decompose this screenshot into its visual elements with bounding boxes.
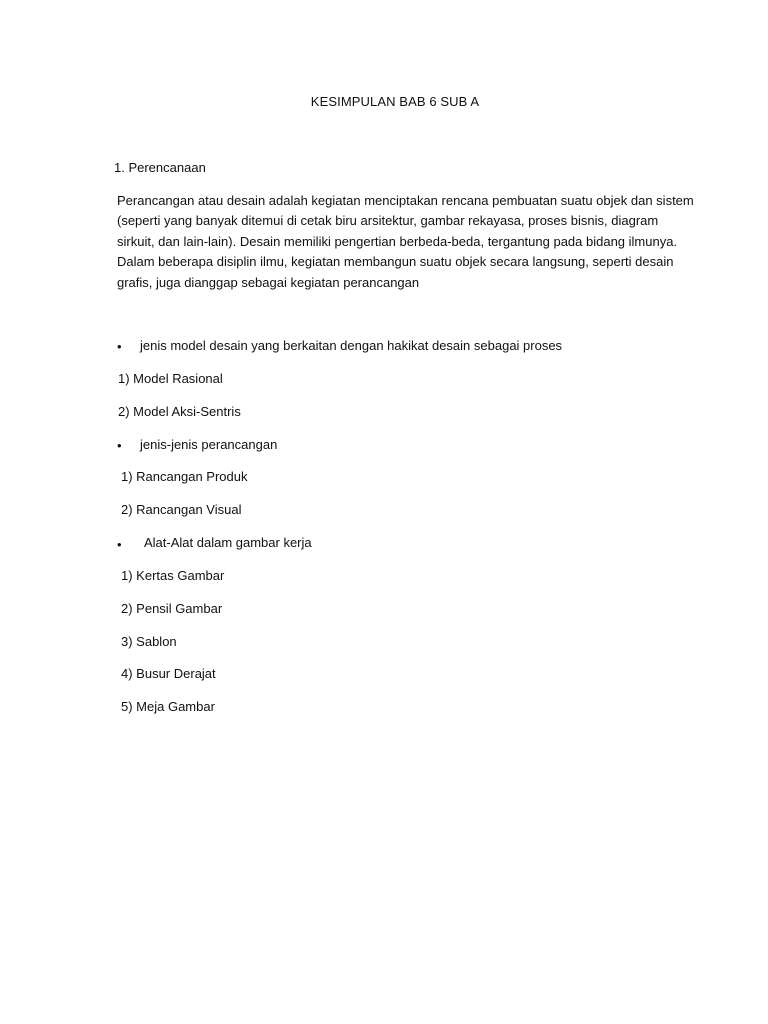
list-item: 2) Rancangan Visual xyxy=(121,502,242,517)
paragraph-line: Perancangan atau desain adalah kegiatan menciptakan rencana pembuatan suatu objek dan sistem xyxy=(117,193,694,208)
body-paragraph xyxy=(117,191,694,293)
list-item: 2) Model Aksi-Sentris xyxy=(118,404,241,419)
bullet-icon: • xyxy=(117,537,122,552)
list-item: 5) Meja Gambar xyxy=(121,699,215,714)
bullet-icon: • xyxy=(117,438,122,453)
list-item: 1) Kertas Gambar xyxy=(121,568,225,583)
bullet-text: Alat-Alat dalam gambar kerja xyxy=(144,535,312,550)
bullet-icon: • xyxy=(117,339,122,354)
bullet-text: jenis-jenis perancangan xyxy=(140,437,278,452)
list-item: 1) Model Rasional xyxy=(118,371,223,386)
bullet-text: jenis model desain yang berkaitan dengan hakikat desain sebagai proses xyxy=(140,338,563,353)
paragraph-line: grafis, juga dianggap sebagai kegiatan perancangan xyxy=(117,274,420,290)
section-heading: 1. Perencanaan xyxy=(114,160,206,175)
list-item: 2) Pensil Gambar xyxy=(121,601,223,616)
list-item: 3) Sablon xyxy=(121,634,177,649)
paragraph-line: sirkuit, dan lain-lain). Desain memiliki pengertian berbeda-beda, tergantung pada bidang ilmunya. xyxy=(117,233,678,249)
list-item: 1) Rancangan Produk xyxy=(121,469,248,484)
list-item: 4) Busur Derajat xyxy=(121,666,216,681)
document-title: KESIMPULAN BAB 6 SUB A xyxy=(310,94,480,109)
paragraph-line: (seperti yang banyak ditemui di cetak biru arsitektur, gambar rekayasa, proses bisnis, diagram xyxy=(117,213,659,229)
paragraph-line: Dalam beberapa disiplin ilmu, kegiatan membangun suatu objek secara langsung, seperti desain xyxy=(117,254,674,270)
